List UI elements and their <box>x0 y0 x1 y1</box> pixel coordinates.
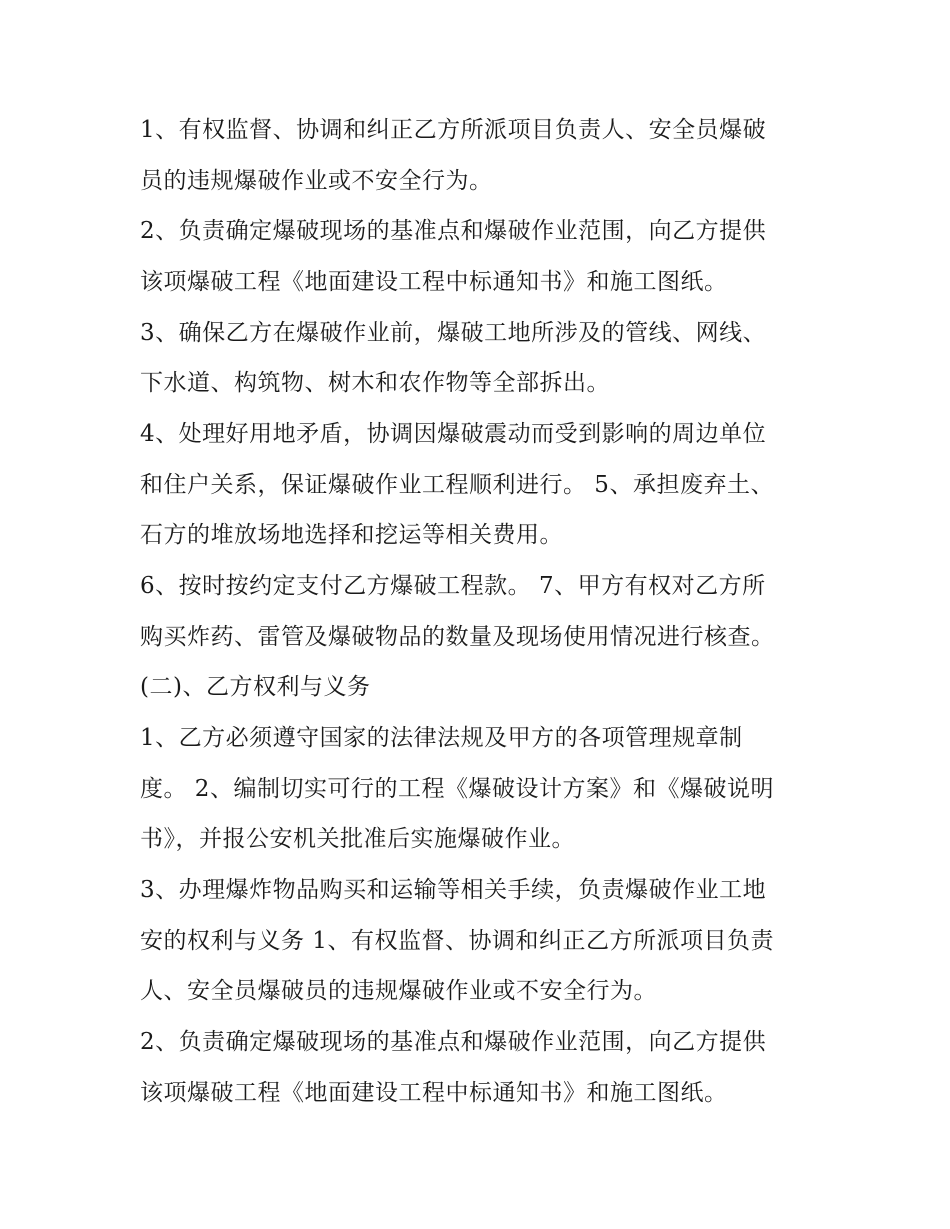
text-line: 下水道、构筑物、树木和农作物等全部拆出。 <box>140 370 610 396</box>
text-line: 该项爆破工程《地面建设工程中标通知书》和施工图纸。 <box>140 269 728 295</box>
text-line: 安的权利与义务 1、有权监督、协调和纠正乙方所派项目负责 <box>140 928 774 954</box>
text-line: 4、处理好用地矛盾，协调因爆破震动而受到影响的周边单位 <box>140 421 767 447</box>
section-heading: (二)、乙方权利与义务 <box>140 674 371 700</box>
text-line: 购买炸药、雷管及爆破物品的数量及现场使用情况进行核查。 <box>140 624 775 650</box>
text-line: 人、安全员爆破员的违规爆破作业或不安全行为。 <box>140 978 657 1004</box>
text-line: 石方的堆放场地选择和挖运等相关费用。 <box>140 522 563 548</box>
text-line: 度。 2、编制切实可行的工程《爆破设计方案》和《爆破说明 <box>140 776 774 802</box>
text-line: 1、有权监督、协调和纠正乙方所派项目负责人、安全员爆破 <box>140 117 767 143</box>
text-line: 2、负责确定爆破现场的基准点和爆破作业范围，向乙方提供 <box>140 218 767 244</box>
text-line: 3、办理爆炸物品购买和运输等相关手续，负责爆破作业工地 <box>140 877 767 903</box>
text-line: 员的违规爆破作业或不安全行为。 <box>140 168 493 194</box>
text-line: 该项爆破工程《地面建设工程中标通知书》和施工图纸。 <box>140 1080 728 1106</box>
text-line: 3、确保乙方在爆破作业前，爆破工地所涉及的管线、网线、 <box>140 320 767 346</box>
text-line: 1、乙方必须遵守国家的法律法规及甲方的各项管理规章制 <box>140 725 743 751</box>
text-line: 书》，并报公安机关批准后实施爆破作业。 <box>140 826 575 852</box>
text-line: 6、按时按约定支付乙方爆破工程款。 7、甲方有权对乙方所 <box>140 573 766 599</box>
text-line: 和住户关系，保证爆破作业工程顺利进行。 5、承担废弃土、 <box>140 472 774 498</box>
text-line: 2、负责确定爆破现场的基准点和爆破作业范围，向乙方提供 <box>140 1029 767 1055</box>
